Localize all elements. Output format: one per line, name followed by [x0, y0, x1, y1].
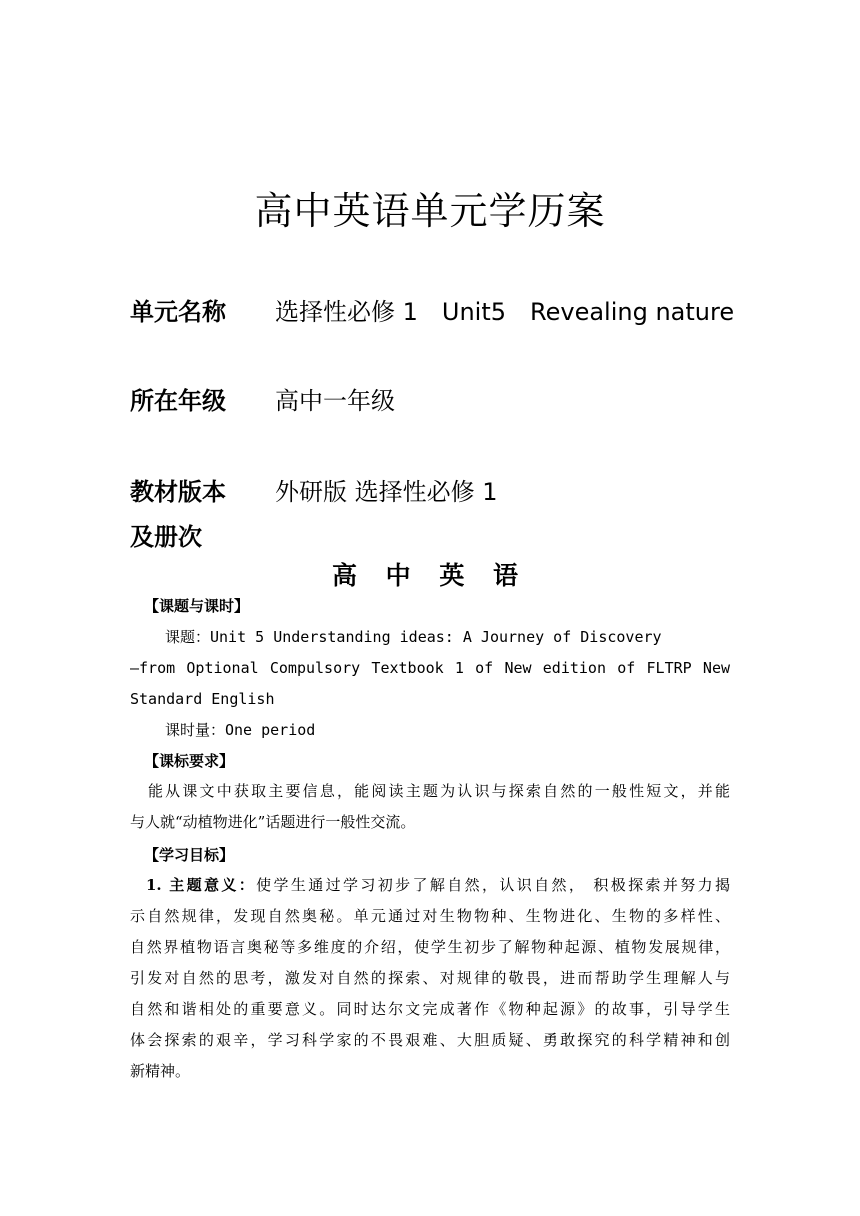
goal-line-1 [146, 875, 730, 895]
standard-line-1: 能从课文中获取主要信息，能阅读主题为认识与探索自然的一般性短文，并能 [148, 782, 730, 800]
goal-line-7: 新精神。 [130, 1062, 191, 1080]
standard-line-2: 与人就“动植物进化”话题进行一般性交流。 [130, 813, 416, 831]
goal-line-5: 自然和谐相处的重要意义。同时达尔文完成著作《物种起源》的故事，引导学生 [130, 1000, 730, 1018]
goal-item-label: 1. 主题意义： [146, 876, 257, 894]
unit-label: 单元名称 [130, 298, 226, 326]
goal-line-3: 自然界植物语言奥秘等多维度的介绍，使学生初步了解物种起源、植物发展规律， [130, 938, 730, 956]
topic-line-2: —from Optional Compulsory Textbook 1 of New edition of FLTRP New [130, 659, 730, 677]
goal-line-1-text: 使学生通过学习初步了解自然，认识自然， 积极探索并努力揭 [256, 876, 730, 894]
edition-value: 外研版 选择性必修 1 [275, 478, 498, 506]
goal-line-4: 引发对自然的思考，激发对自然的探索、对规律的敬畏，进而帮助学生理解人与 [130, 969, 730, 987]
grade-label: 所在年级 [130, 387, 226, 415]
goal-header: 【学习目标】 [144, 846, 235, 864]
subject-heading: 高 中 英 语 [331, 561, 529, 590]
edition-label: 教材版本 [130, 478, 226, 506]
topic-header: 【课题与课时】 [144, 597, 250, 615]
unit-value: 选择性必修 1 Unit5 Revealing nature [275, 298, 735, 326]
standard-header: 【课标要求】 [144, 752, 235, 770]
edition-label-continued: 及册次 [130, 523, 202, 551]
grade-value: 高中一年级 [275, 387, 395, 415]
topic-line-3: Standard English [130, 690, 275, 708]
period-line: 课时量：One period [165, 721, 316, 739]
document-title: 高中英语单元学历案 [254, 189, 606, 233]
goal-line-6: 体会探索的艰辛，学习科学家的不畏艰难、大胆质疑、勇敢探究的科学精神和创 [130, 1031, 730, 1049]
goal-line-2: 示自然规律，发现自然奥秘。单元通过对生物物种、生物进化、生物的多样性、 [130, 907, 730, 925]
topic-line-1: 课题：Unit 5 Understanding ideas: A Journey of Discovery [165, 628, 662, 646]
